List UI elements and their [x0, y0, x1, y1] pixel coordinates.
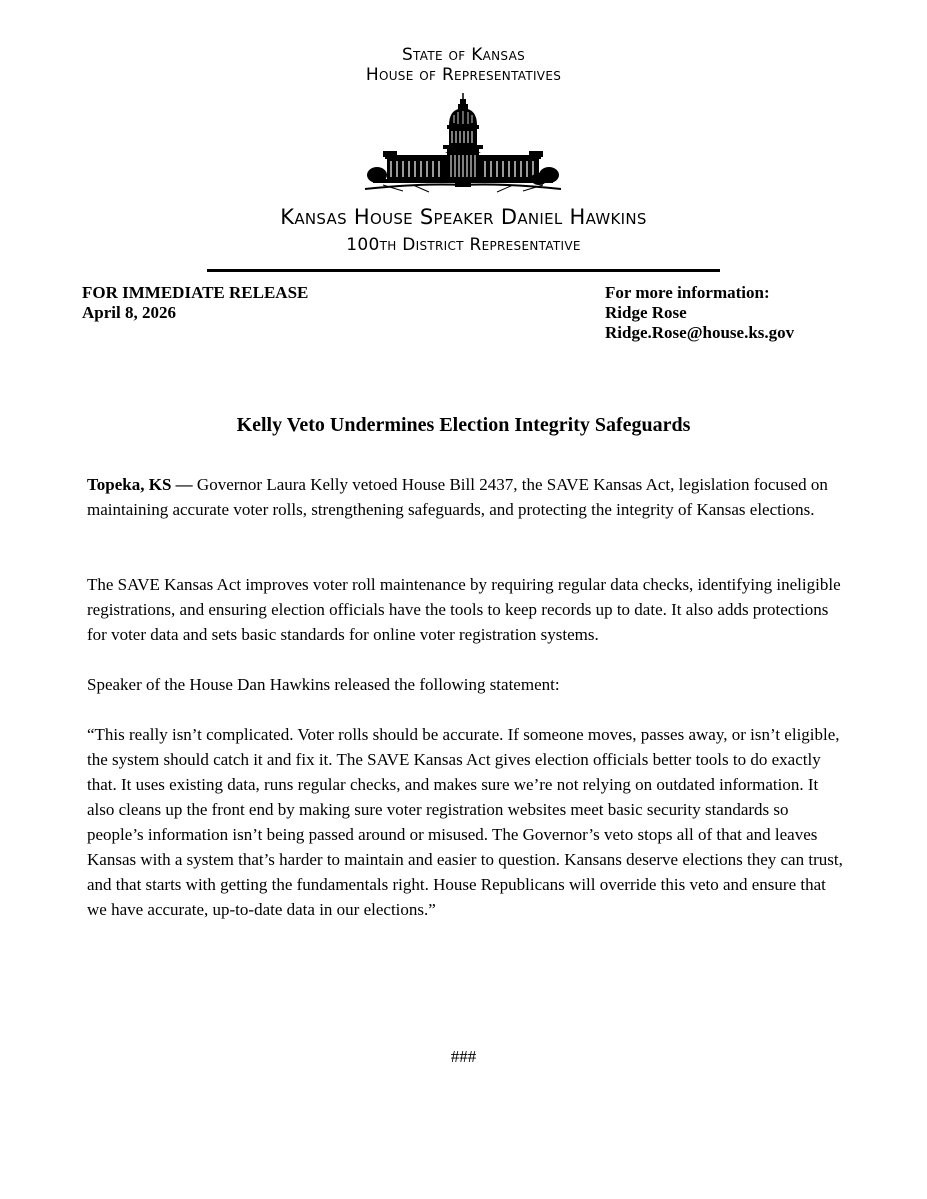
- header-divider: [207, 269, 720, 272]
- letterhead-state: State of Kansas: [401, 45, 526, 65]
- speaker-statement-quote: “This really isn’t complicated. Voter rolls should be accurate. If someone moves, passes away, or isn’t eligible, the system should catch it and fix it. The SAVE Kansas Act gives election officials better tools to do exactly that. It uses existing data, runs regular checks, and makes sure we’re not relying on outdated information. It also cleans up the front end by making sure voter registration websites meet basic security standards so people’s information isn’t being passed around or misused. The Governor’s veto stops all of that and leaves Kansas with a system that’s harder to maintain and easier to question. Kansans deserve elections they can trust, and that starts with getting the fundamentals right. House Republicans will override this veto and ensure that we have accurate, up-to-date data in our elections.”: [87, 725, 843, 919]
- end-mark: ###: [450, 1047, 477, 1066]
- contact-name: Ridge Rose: [605, 303, 687, 322]
- letterhead-district: 100th District Representative: [346, 235, 581, 255]
- paragraph-1-text: Governor Laura Kelly vetoed House Bill 2437, the SAVE Kansas Act, legislation focused on maintaining accurate voter rolls, strengthening safeguards, and protecting the integrity of Kansas elections.: [87, 475, 828, 519]
- letterhead-speaker: Kansas House Speaker Daniel Hawkins: [280, 205, 647, 229]
- dateline: Topeka, KS —: [87, 475, 193, 494]
- contact-label: For more information:: [605, 283, 770, 302]
- capitol-building-icon: [363, 93, 563, 197]
- body-paragraph-3: Speaker of the House Dan Hawkins released the following statement:: [87, 675, 560, 694]
- contact-email: Ridge.Rose@house.ks.gov: [605, 323, 795, 342]
- letterhead-chamber: House of Representatives: [365, 65, 562, 85]
- body-paragraph-2: The SAVE Kansas Act improves voter roll maintenance by requiring regular data checks, identifying ineligible registrations, and ensuring election officials have the tools to keep records up to date. It also adds protections for voter data and sets basic standards for online voter registration systems.: [87, 575, 841, 644]
- body-paragraph-1: [87, 472, 847, 522]
- press-release-headline: Kelly Veto Undermines Election Integrity Safeguards: [236, 414, 691, 436]
- release-date: April 8, 2026: [82, 303, 176, 322]
- release-label: FOR IMMEDIATE RELEASE: [82, 283, 309, 302]
